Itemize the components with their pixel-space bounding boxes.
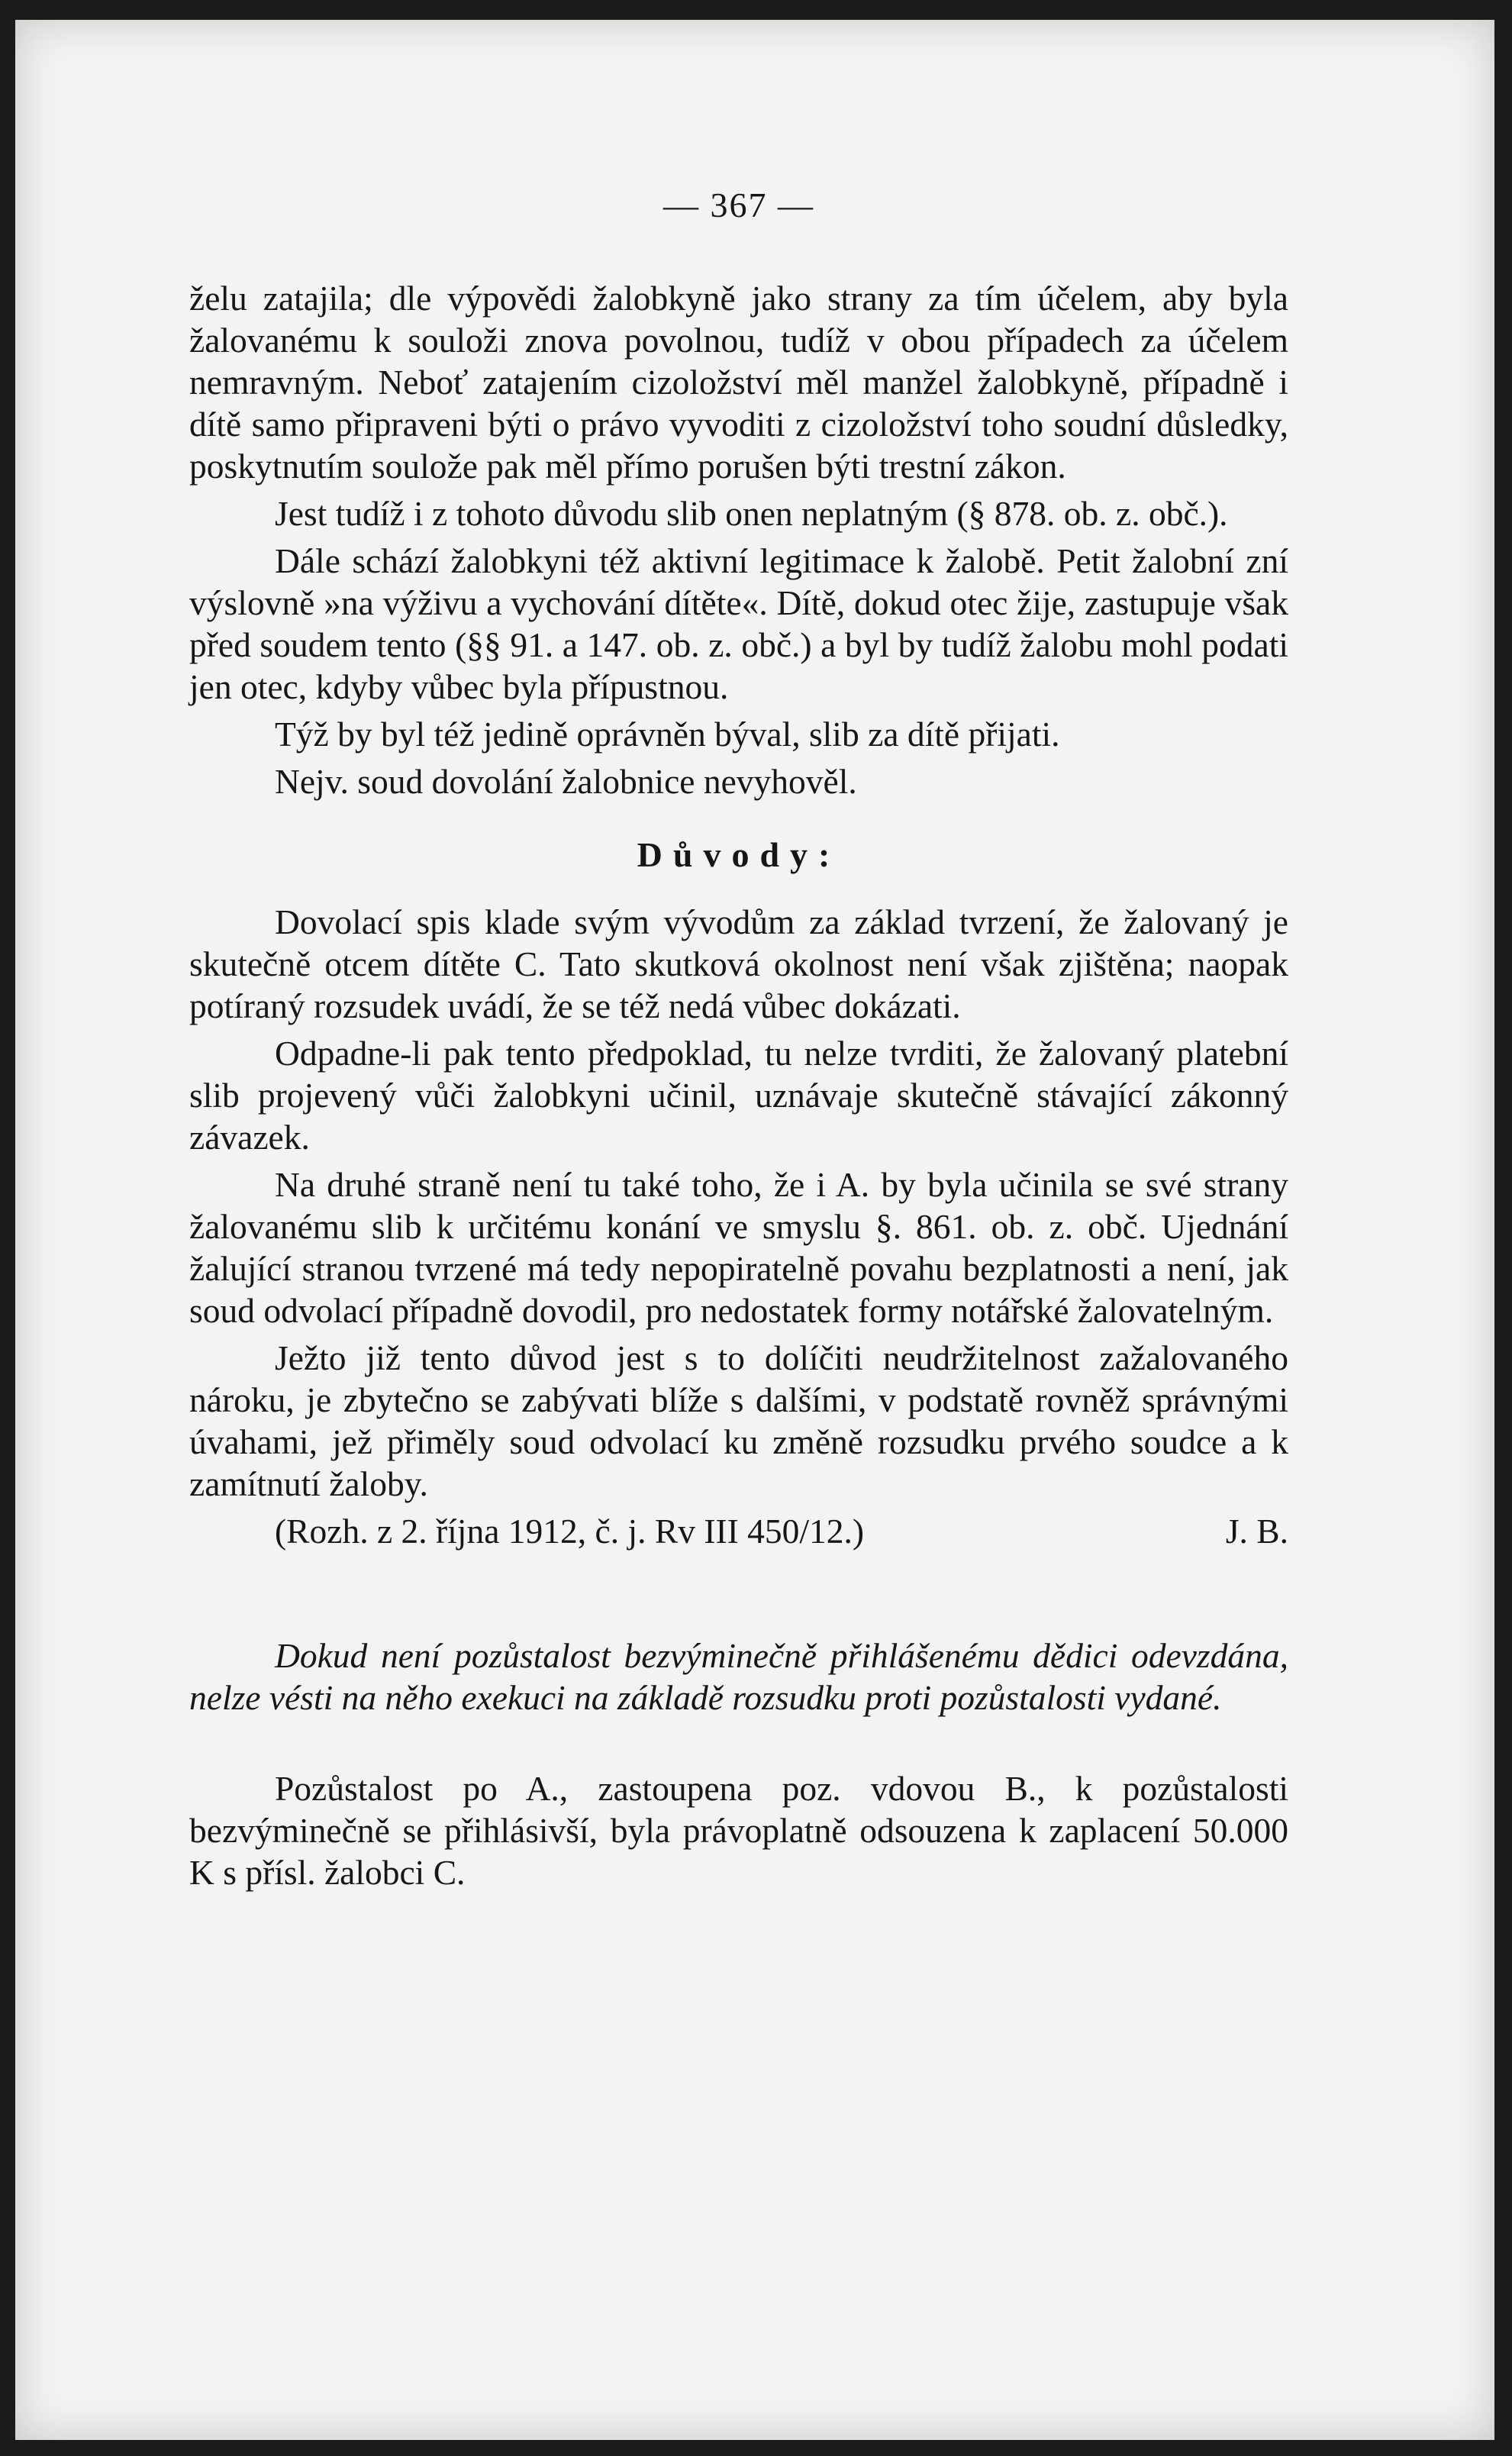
section-heading-reasons: Důvody:: [637, 835, 841, 874]
paragraph-reason-3: Na druhé straně není tu také toho, že i A. by byla učinila se své strany žalovanému slib k určitému konání ve smyslu §. 861. ob. z. obč. Ujednání žalující stranou tvrzené má tedy nepopiratelně povahu bezplatnosti a není, jak soud odvolací případně dovodil, pro nedostatek formy notářské žalovatelným.: [189, 1165, 1288, 1330]
paragraph-father-authority: Týž by byl též jedině oprávněn býval, slib za dítě přijati.: [275, 715, 1060, 754]
page-content: [189, 185, 1288, 1893]
paragraph-supreme-court-decision: Nejv. soud dovolání žalobnice nevyhověl.: [275, 762, 857, 801]
scanned-page: [15, 20, 1494, 2440]
paragraph-reason-4: Ježto již tento důvod jest s to dolíčiti neudržitelnost zažalovaného nároku, je zbytečno se zabývati blíže s dalšími, v podstatě rovněž správnými úvahami, jež přiměly soud odvolací ku změně rozsudku prvého soudce a k zamítnutí žaloby.: [189, 1338, 1288, 1503]
paragraph-reason-2: Odpadne-li pak tento předpoklad, tu nelze tvrditi, že žalovaný platební slib projevený vůči žalobkyni učinil, uznávaje skutečně stávající zákonný závazek.: [189, 1034, 1288, 1157]
decision-citation: (Rozh. z 2. října 1912, č. j. Rv III 450/12.): [275, 1512, 865, 1551]
decision-citation-line: [189, 1510, 1288, 1552]
paragraph-invalid-promise: Jest tudíž i z tohoto důvodu slib onen neplatným (§ 878. ob. z. obč.).: [275, 494, 1228, 533]
paragraph-estate-facts: Pozůstalost po A., zastoupena poz. vdovou B., k pozůstalosti bezvýminečně se přihlásivší, byla právoplatně odsouzena k zaplacení 50.000 K s přísl. žalobci C.: [189, 1769, 1288, 1892]
section-spacer: [189, 1552, 1288, 1635]
case-headnote: Dokud není pozůstalost bezvýminečně přihlášenému dědici odevzdána, nelze vésti na něho exekuci na základě rozsudku proti pozůstalosti vydané.: [189, 1636, 1288, 1717]
page-number: — 367 —: [663, 186, 814, 224]
paragraph-legitimation: Dále schází žalobkyni též aktivní legitimace k žalobě. Petit žalobní zní výslovně »na výživu a vychování dítěte«. Dítě, dokud otec žije, zastupuje však před soudem tento (§§ 91. a 147. ob. z. obč.) a byl by tudíž žalobu mohl podati jen otec, kdyby vůbec byla přípustnou.: [189, 541, 1288, 706]
paragraph-reason-1: Dovolací spis klade svým vývodům za základ tvrzení, že žalovaný je skutečně otcem dítěte C. Tato skutková okolnost není však zjištěna; naopak potíraný rozsudek uvádí, že se též nedá vůbec dokázati.: [189, 902, 1288, 1025]
paragraph-continuation: želu zatajila; dle výpovědi žalobkyně jako strany za tím účelem, aby byla žalovanému k souloži znova povolnou, tudíž v obou případech za účelem nemravným. Neboť zatajením cizoložství měl manžel žalobkyně, případně i dítě samo připraveni býti o právo vyvoditi z cizoložství toho soudní důsledky, poskytnutím soulože pak měl přímo porušen býti trestní zákon.: [189, 279, 1288, 486]
author-initials: J. B.: [1225, 1512, 1288, 1551]
